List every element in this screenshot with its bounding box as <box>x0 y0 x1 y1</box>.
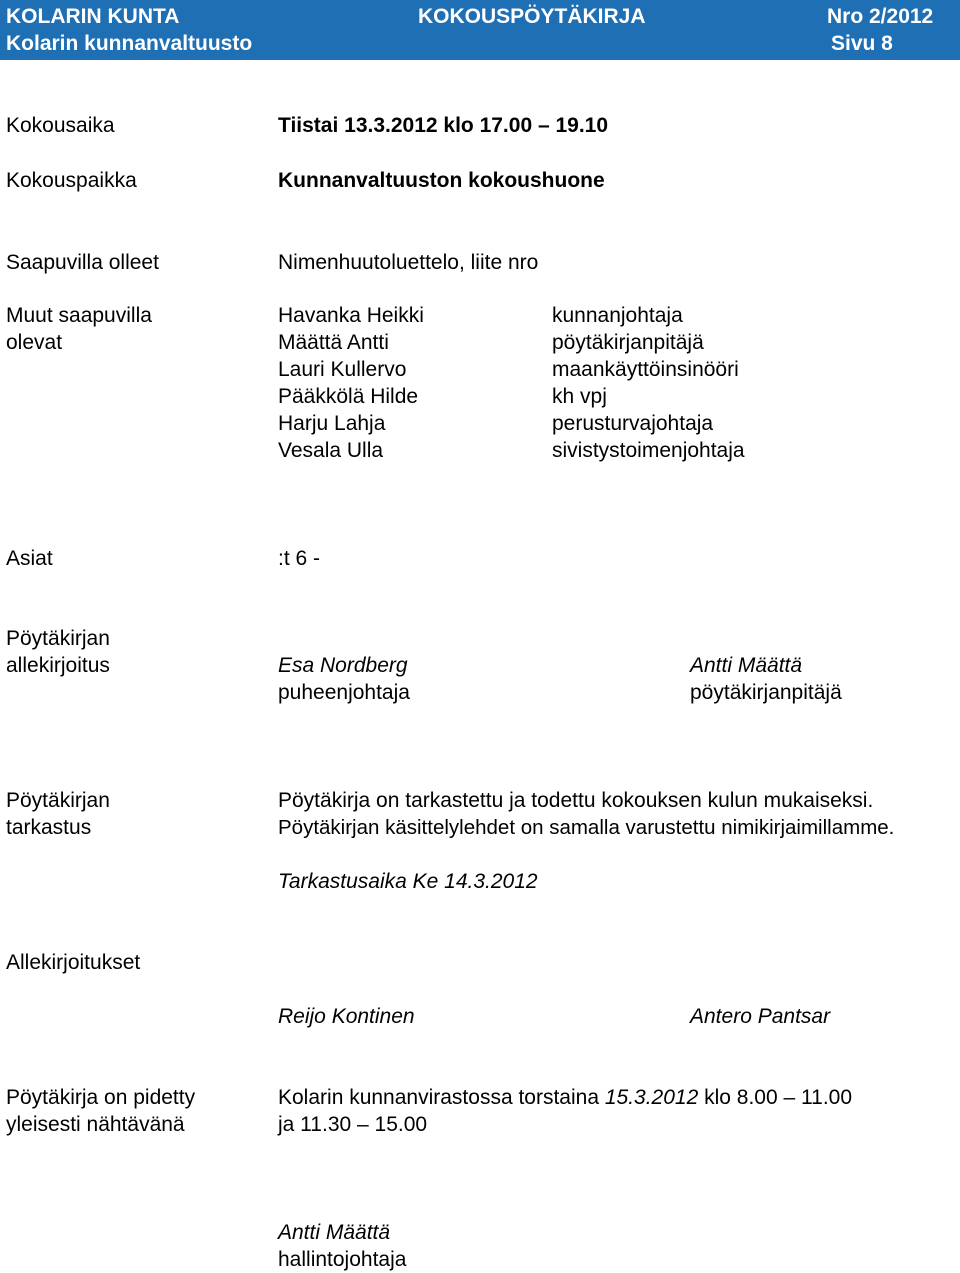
other-person-name: Pääkkölä Hilde <box>278 385 419 408</box>
other-person-role: sivistystoimenjohtaja <box>552 439 745 462</box>
public-date: 15.3.2012 <box>604 1086 699 1109</box>
other-person-role: perusturvajohtaja <box>552 412 714 435</box>
attendees-label: Saapuvilla olleet <box>6 251 159 274</box>
public-text-line1 <box>278 1084 852 1111</box>
others-label-line2: olevat <box>6 331 63 354</box>
secretary-title: pöytäkirjanpitäjä <box>690 681 842 704</box>
other-person-role: kh vpj <box>552 385 607 408</box>
public-text-start: Kolarin kunnanvirastossa torstaina <box>278 1086 605 1109</box>
matters-value: :t 6 - <box>278 547 321 570</box>
header-number: Nro 2/2012 <box>827 5 934 28</box>
public-label-line2: yleisesti nähtävänä <box>6 1113 185 1136</box>
public-text-line2: ja 11.30 – 15.00 <box>278 1113 428 1136</box>
others-label-line1: Muut saapuvilla <box>6 304 152 327</box>
signing-label-line2: allekirjoitus <box>6 654 110 677</box>
review-text-line1: Pöytäkirja on tarkastettu ja todettu kokouksen kulun mukaiseksi. <box>278 789 874 812</box>
attendees-value: Nimenhuutoluettelo, liite nro <box>278 251 539 274</box>
public-time: klo 8.00 – 11.00 <box>698 1086 853 1109</box>
review-text-line2: Pöytäkirjan käsittelylehdet on samalla varustettu nimikirjaimillamme. <box>278 816 895 839</box>
meeting-place-label: Kokouspaikka <box>6 169 137 192</box>
signatures-label: Allekirjoitukset <box>6 951 141 974</box>
review-label-line1: Pöytäkirjan <box>6 789 110 812</box>
meeting-time-value: Tiistai 13.3.2012 klo 17.00 – 19.10 <box>278 114 609 137</box>
header-page: Sivu 8 <box>831 32 893 55</box>
other-person-name: Havanka Heikki <box>278 304 424 327</box>
other-person-role: pöytäkirjanpitäjä <box>552 331 704 354</box>
signing-label-line1: Pöytäkirjan <box>6 627 110 650</box>
matters-label: Asiat <box>6 547 53 570</box>
secretary-name: Antti Määttä <box>690 654 803 677</box>
other-person-name: Määttä Antti <box>278 331 389 354</box>
header-org: KOLARIN KUNTA <box>6 5 180 28</box>
header-doc-type: KOKOUSPÖYTÄKIRJA <box>418 5 646 28</box>
other-person-role: maankäyttöinsinööri <box>552 358 739 381</box>
review-label-line2: tarkastus <box>6 816 92 839</box>
public-label-line1: Pöytäkirja on pidetty <box>6 1086 196 1109</box>
meeting-place-value: Kunnanvaltuuston kokoushuone <box>278 169 605 192</box>
chair-name: Esa Nordberg <box>278 654 408 677</box>
reviewer1-name: Reijo Kontinen <box>278 1005 415 1028</box>
review-date: Tarkastusaika Ke 14.3.2012 <box>278 870 538 893</box>
public-signer-name: Antti Määttä <box>278 1221 391 1244</box>
reviewer2-name: Antero Pantsar <box>690 1005 831 1028</box>
other-person-name: Vesala Ulla <box>278 439 384 462</box>
meeting-time-label: Kokousaika <box>6 114 115 137</box>
other-person-role: kunnanjohtaja <box>552 304 683 327</box>
other-person-name: Harju Lahja <box>278 412 386 435</box>
other-person-name: Lauri Kullervo <box>278 358 407 381</box>
header-body: Kolarin kunnanvaltuusto <box>6 32 253 55</box>
public-signer-title: hallintojohtaja <box>278 1248 407 1271</box>
chair-title: puheenjohtaja <box>278 681 410 704</box>
